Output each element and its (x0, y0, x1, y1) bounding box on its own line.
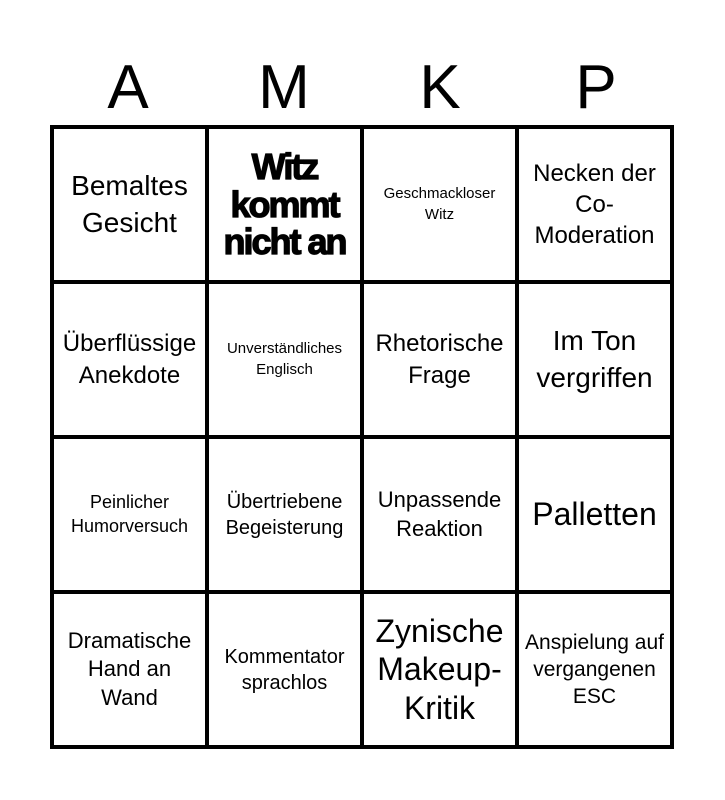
cell-label: Geschmackloser Witz (383, 185, 496, 223)
bingo-header (50, 50, 674, 126)
cell-label: Überflüssige Anekdote (62, 330, 197, 389)
cell-label: Unpassende Reaktion (377, 486, 502, 541)
bingo-cell[interactable] (54, 129, 205, 280)
bingo-cell[interactable] (364, 129, 515, 280)
cell-label: Im Ton vergriffen (536, 325, 653, 393)
bingo-cell[interactable] (364, 284, 515, 435)
bingo-cell[interactable] (519, 284, 670, 435)
bingo-cell[interactable] (209, 594, 360, 745)
bingo-cell[interactable] (54, 439, 205, 590)
cell-label: Übertriebene Begeisterung (225, 490, 344, 539)
bingo-cell[interactable] (209, 284, 360, 435)
cell-label: Palletten (532, 495, 657, 532)
bingo-cell[interactable] (519, 594, 670, 745)
cell-label: Necken der Co-Moderation (533, 159, 656, 250)
bingo-cell[interactable] (519, 439, 670, 590)
cell-label: Witz kommt nicht an (223, 145, 346, 263)
header-letter-p: P (575, 53, 617, 122)
cell-label: Peinlicher Humorversuch (70, 492, 189, 536)
bingo-cell[interactable] (364, 594, 515, 745)
cell-label: Bemaltes Gesicht (71, 170, 188, 238)
bingo-cell[interactable] (54, 594, 205, 745)
bingo-grid (50, 125, 674, 749)
bingo-cell[interactable] (54, 284, 205, 435)
header-letter-a: A (107, 53, 149, 122)
cell-label: Rhetorische Frage (375, 330, 504, 389)
cell-label: Dramatische Hand an Wand (67, 627, 192, 710)
header-letter-m: M (258, 53, 310, 122)
bingo-cell[interactable] (364, 439, 515, 590)
cell-label: Kommentator sprachlos (224, 645, 345, 694)
cell-label: Anspielung auf vergangenen ESC (525, 630, 664, 709)
bingo-cell[interactable] (209, 439, 360, 590)
header-letter-k: K (419, 53, 461, 122)
cell-label: Unverständliches Englisch (226, 340, 343, 378)
cell-label: Zynische Makeup-Kritik (375, 612, 504, 726)
bingo-cell[interactable] (209, 129, 360, 280)
bingo-cell[interactable] (519, 129, 670, 280)
